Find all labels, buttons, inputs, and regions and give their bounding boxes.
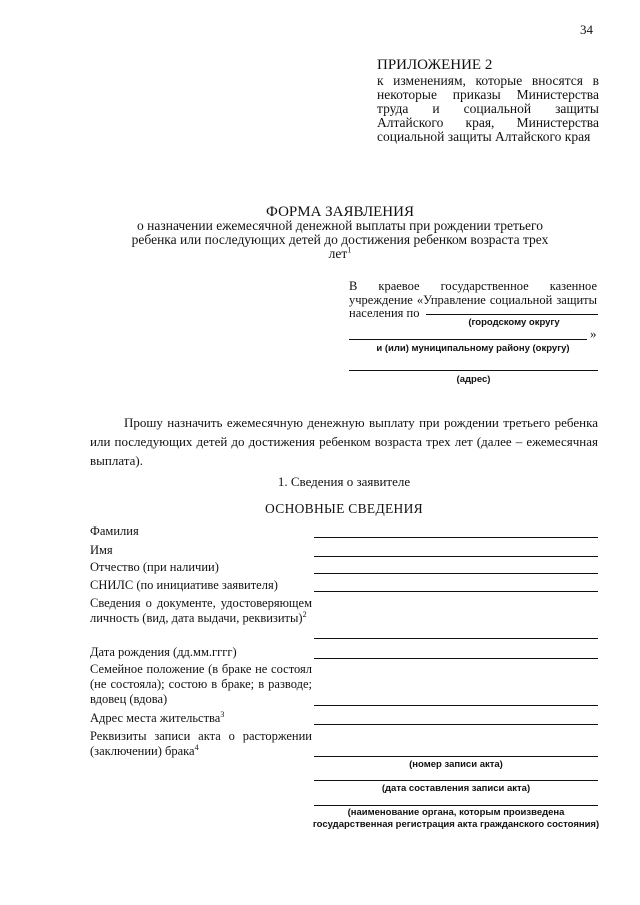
- hint-registry-body: (наименование органа, которым произведена государственная регистрация акта гражданского состояния): [312, 807, 600, 830]
- hint-address: (адрес): [456, 374, 491, 385]
- name-input-line[interactable]: [314, 556, 598, 557]
- act-number-line[interactable]: [314, 756, 598, 757]
- request-paragraph: Прошу назначить ежемесячную денежную выплату при рождении третьего ребенка или последующих детей до достижения ребенком возраста трех лет (далее – ежемесячная выплата).: [90, 415, 598, 468]
- hint-act-number: (номер записи акта): [409, 759, 503, 770]
- form-subtitle: [120, 219, 560, 261]
- form-subtitle-text: о назначении ежемесячной денежной выплаты при рождении третьего ребенка или последующих детей до достижения ребенком возраста трех лет: [131, 218, 549, 261]
- marital-status-input-line[interactable]: [314, 705, 598, 706]
- form-title: ФОРМА ЗАЯВЛЕНИЯ: [266, 204, 414, 220]
- birth-date-input-line[interactable]: [314, 658, 598, 659]
- id-document-text: Сведения о документе, удостоверяющем личность (вид, дата выдачи, реквизиты): [90, 596, 312, 625]
- registry-body-line[interactable]: [314, 805, 598, 806]
- addressee-text: В краевое государственное казенное учреждение «Управление социальной защиты населения по: [349, 279, 597, 320]
- divorce-act-text: Реквизиты записи акта о расторжении (заключении) брака: [90, 729, 312, 758]
- address-line[interactable]: [349, 370, 598, 371]
- footnote-mark: 4: [194, 742, 199, 752]
- hint-act-date: (дата составления записи акта): [381, 783, 531, 794]
- field-label-snils: СНИЛС (по инициативе заявителя): [90, 578, 278, 592]
- field-label-patronymic: Отчество (при наличии): [90, 560, 219, 574]
- field-label-birth-date: Дата рождения (дд.мм.гггг): [90, 645, 237, 659]
- id-document-input-line[interactable]: [314, 638, 598, 639]
- footnote-mark: 3: [220, 709, 225, 719]
- appendix-title: ПРИЛОЖЕНИЕ 2: [377, 57, 493, 73]
- closing-quote: »: [590, 326, 597, 341]
- field-label-marital-status: Семейное положение (в браке не состоял (не состояла); состою в браке; в разводе; вдовец (вдова): [90, 662, 312, 706]
- act-date-line[interactable]: [314, 780, 598, 781]
- appendix-text: к изменениям, которые вносятся в некоторые приказы Министерства труда и социальной защиты Алтайского края, Министерства социальной защиты Алтайского края: [377, 73, 599, 144]
- field-label-name: Имя: [90, 543, 113, 557]
- snils-input-line[interactable]: [314, 591, 598, 592]
- hint-district: и (или) муниципальному району (округу): [376, 343, 570, 354]
- residence-input-line[interactable]: [314, 724, 598, 725]
- field-label-divorce-act: [90, 729, 312, 759]
- page-number: 34: [580, 22, 593, 37]
- hint-city: (городскому округу: [468, 317, 560, 328]
- field-label-surname: Фамилия: [90, 524, 139, 538]
- district-line[interactable]: [349, 339, 587, 340]
- footnote-mark: 2: [302, 609, 307, 619]
- surname-input-line[interactable]: [314, 537, 598, 538]
- section-title: 1. Сведения о заявителе: [277, 474, 411, 489]
- residence-text: Адрес места жительства: [90, 711, 221, 725]
- field-label-id-document: [90, 596, 312, 626]
- patronymic-input-line[interactable]: [314, 573, 598, 574]
- footnote-mark: 1: [347, 245, 352, 255]
- basic-info-title: ОСНОВНЫЕ СВЕДЕНИЯ: [265, 501, 423, 516]
- field-label-residence: [90, 711, 312, 726]
- office-name-line[interactable]: [426, 314, 598, 315]
